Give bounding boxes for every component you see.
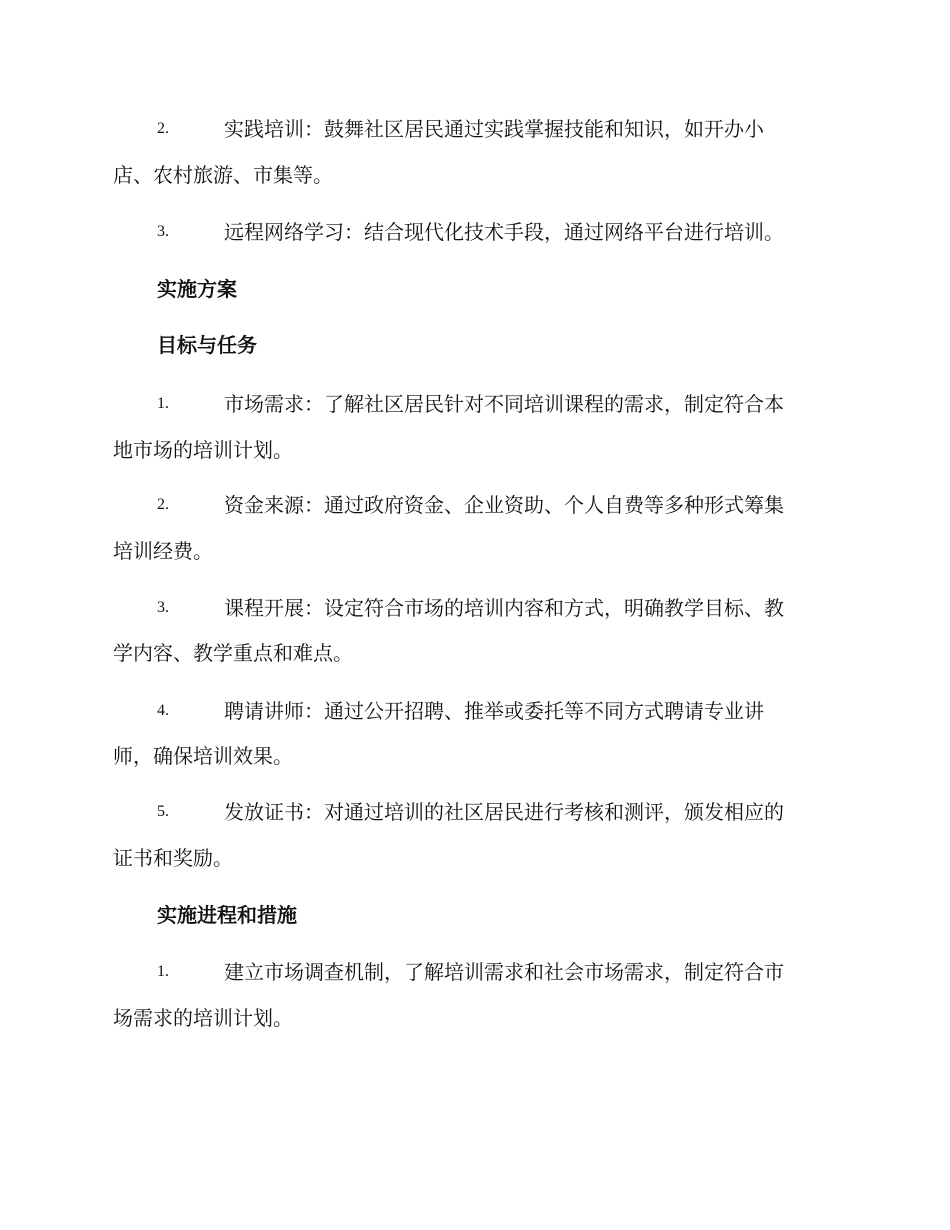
list-number: 3. — [157, 223, 169, 240]
list-number: 1. — [157, 395, 169, 412]
list-text-continued: 地市场的培训计划。 — [113, 438, 293, 462]
list-text: 发放证书：对通过培训的社区居民进行考核和测评，颁发相应的 — [224, 800, 784, 824]
list-number: 1. — [157, 963, 169, 980]
subsection-title: 目标与任务 — [157, 333, 257, 357]
subsection-title: 实施进程和措施 — [157, 903, 297, 927]
list-number: 4. — [157, 702, 169, 719]
list-text: 资金来源：通过政府资金、企业资助、个人自费等多种形式筹集 — [224, 493, 784, 517]
list-text: 市场需求：了解社区居民针对不同培训课程的需求，制定符合本 — [224, 392, 784, 416]
list-text-continued: 师，确保培训效果。 — [113, 744, 293, 768]
list-text-continued: 培训经费。 — [113, 539, 213, 563]
list-number: 2. — [157, 120, 169, 137]
list-text-continued: 学内容、教学重点和难点。 — [113, 641, 353, 665]
list-text: 远程网络学习：结合现代化技术手段，通过网络平台进行培训。 — [224, 220, 784, 244]
list-text-continued: 店、农村旅游、市集等。 — [113, 163, 333, 187]
list-text: 聘请讲师：通过公开招聘、推举或委托等不同方式聘请专业讲 — [224, 699, 764, 723]
section-title: 实施方案 — [157, 277, 237, 301]
list-text-continued: 场需求的培训计划。 — [113, 1006, 293, 1030]
list-number: 5. — [157, 803, 169, 820]
list-text-continued: 证书和奖励。 — [113, 846, 233, 870]
list-number: 2. — [157, 496, 169, 513]
list-text: 课程开展：设定符合市场的培训内容和方式，明确教学目标、教 — [224, 596, 784, 620]
list-text: 建立市场调查机制，了解培训需求和社会市场需求，制定符合市 — [224, 960, 784, 984]
list-number: 3. — [157, 599, 169, 616]
list-text: 实践培训：鼓舞社区居民通过实践掌握技能和知识，如开办小 — [224, 117, 764, 141]
